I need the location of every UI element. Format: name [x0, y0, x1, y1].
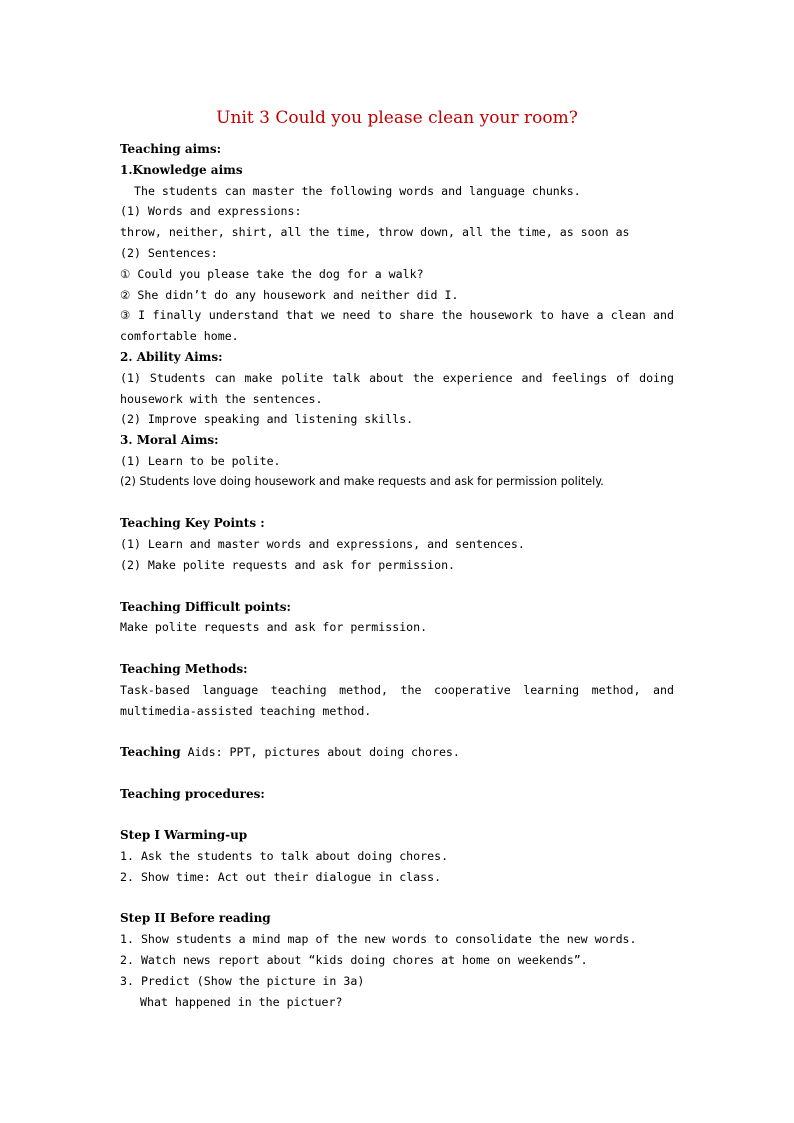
moral-aims-heading: 3. Moral Aims:	[120, 433, 219, 448]
moral-aim-1: (1) Learn to be polite.	[120, 453, 281, 468]
words-list: throw, neither, shirt, all the time, throw down, all the time, as soon as	[120, 225, 630, 240]
sentences-heading: (2) Sentences:	[120, 245, 218, 260]
sentence-2: ② She didn’t do any housework and neither did I.	[120, 287, 459, 302]
step1-item-1: 1. Ask the students to talk about doing chores.	[120, 849, 449, 864]
step2-item-3-question: What happened in the pictuer?	[140, 994, 343, 1009]
methods-heading: Teaching Methods:	[120, 661, 248, 676]
key-point-1: (1) Learn and master words and expressions, and sentences.	[120, 537, 525, 552]
step1-item-2: 2. Show time: Act out their dialogue in class.	[120, 869, 442, 884]
step2-item-3: 3. Predict (Show the picture in 3a)	[120, 973, 365, 988]
sentence-3: ③ I finally understand that we need to share the housework to have a clean and comfortable home.	[120, 308, 674, 344]
key-points-heading: Teaching Key Points :	[120, 516, 265, 531]
aims-heading: Teaching aims:	[120, 142, 222, 156]
sentence-1: ① Could you please take the dog for a walk?	[120, 266, 424, 281]
aids-heading: Teaching	[120, 745, 181, 760]
ability-aim-2: (2) Improve speaking and listening skills.	[120, 412, 414, 427]
knowledge-intro: The students can master the following words and language chunks.	[134, 183, 581, 198]
ability-aim-1: (1) Students can make polite talk about the experience and feelings of doing housework with the sentences.	[120, 370, 674, 406]
key-point-2: (2) Make polite requests and ask for permission.	[120, 557, 456, 572]
aids-heading-2: Aids:	[187, 745, 223, 760]
step2-item-1: 1. Show students a mind map of the new words to consolidate the new words.	[120, 932, 637, 947]
moral-aim-2: (2) Students love doing housework and make requests and ask for permission politely.	[120, 474, 604, 488]
ability-aims-heading: 2. Ability Aims:	[120, 349, 223, 364]
document-title: Unit 3 Could you please clean your room?	[216, 108, 578, 128]
knowledge-aims-heading: 1.Knowledge aims	[120, 162, 243, 177]
difficult-points-heading: Teaching Difficult points:	[120, 599, 291, 614]
words-heading: (1) Words and expressions:	[120, 204, 302, 219]
aids-text: PPT, pictures about doing chores.	[222, 745, 460, 760]
difficult-points-text: Make polite requests and ask for permission.	[120, 620, 428, 635]
methods-text: Task-based language teaching method, the cooperative learning method, and multimedia-assisted teaching method.	[120, 682, 674, 718]
document-body	[120, 139, 674, 1012]
procedures-heading: Teaching procedures:	[120, 786, 265, 801]
aids-line	[120, 742, 674, 763]
step1-heading: Step I Warming-up	[120, 828, 248, 843]
step2-item-2: 2. Watch news report about “kids doing chores at home on weekends”.	[120, 953, 588, 968]
step2-heading: Step II Before reading	[120, 911, 271, 926]
